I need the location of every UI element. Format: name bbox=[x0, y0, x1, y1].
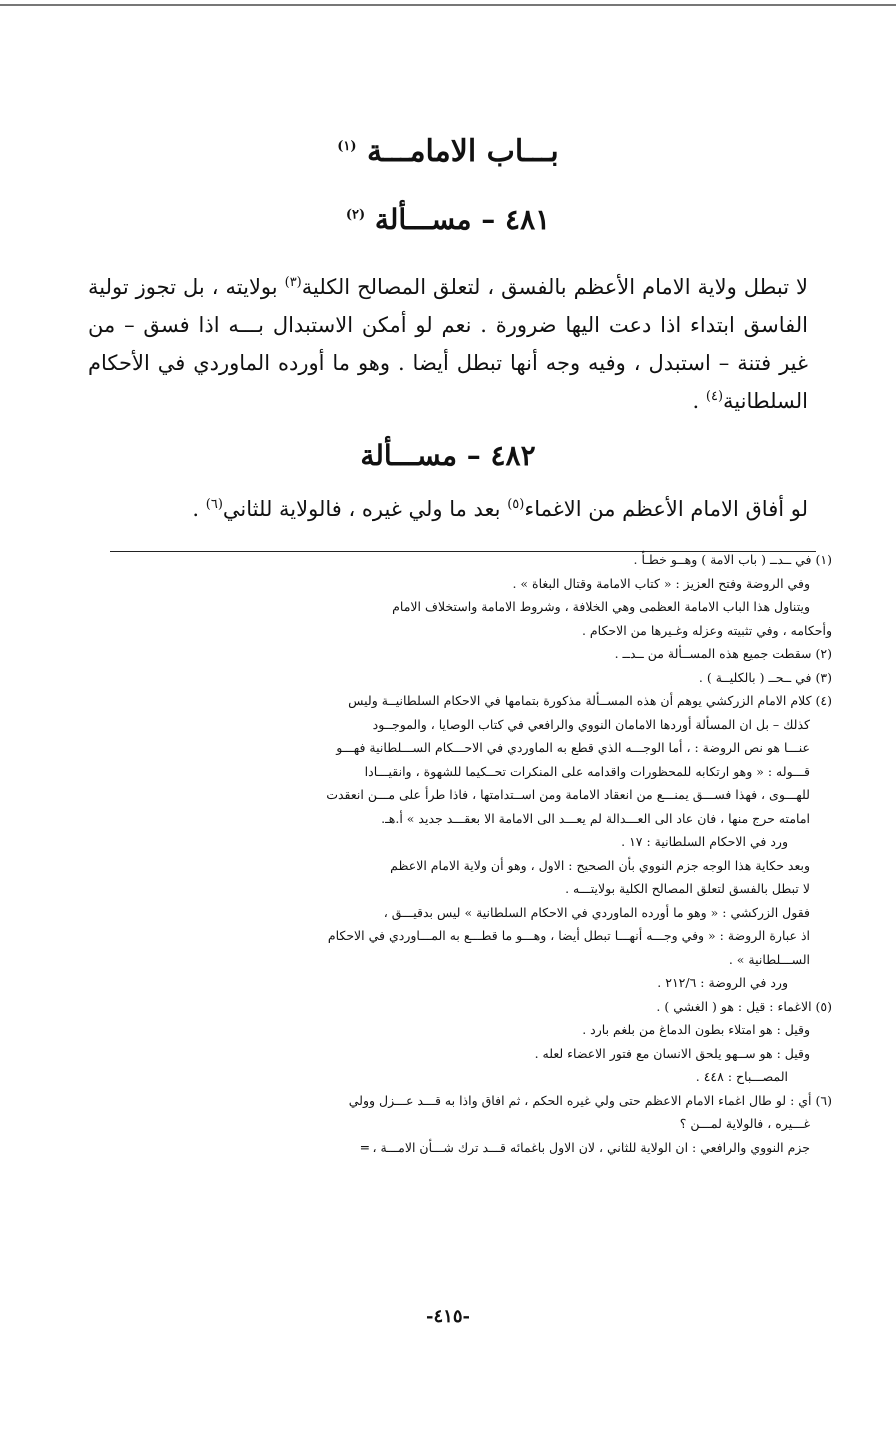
issue-481-note-ref: (٢) bbox=[345, 207, 366, 223]
footnote-line bbox=[112, 783, 832, 807]
footnote-line bbox=[112, 619, 832, 643]
footnote-line bbox=[112, 877, 832, 901]
footnote-line bbox=[112, 548, 832, 572]
footnote-line bbox=[112, 572, 832, 596]
issue-481-text-3: . bbox=[692, 389, 706, 413]
footnote-line-text: للهـــوى ، فهذا فســـق يمنـــع من انعقاد الامامة ومن اســتدامتها ، فاذا طرأ على مـــن انعقدت bbox=[326, 787, 810, 802]
footnote-line-text: المصـــباح : ٤٤٨ . bbox=[695, 1069, 788, 1084]
footnote-line bbox=[112, 713, 832, 737]
note-ref-6: (٦) bbox=[205, 497, 223, 512]
chapter-title bbox=[0, 132, 896, 172]
footnote-line-text: وبعد حكاية هذا الوجه جزم النووي بأن الصحيح : الاول ، وهو أن ولاية الامام الاعظم bbox=[390, 857, 810, 873]
footnote-line bbox=[112, 1112, 832, 1136]
footnote-line bbox=[112, 1042, 832, 1066]
footnote-line bbox=[112, 854, 832, 878]
footnote-line bbox=[112, 807, 832, 831]
footnote-line-text: لا تبطل بالفسق لتعلق المصالح الكلية بولايتـــه . bbox=[565, 881, 810, 896]
footnote-line-text: وقيل : هو ســهو يلحق الانسان مع فتور الاعضاء لعله . bbox=[534, 1045, 810, 1061]
footnote-line-text: فقول الزركشي : « وهو ما أورده الماوردي في الاحكام السلطانية » ليس بدقيـــق ، bbox=[383, 904, 810, 920]
footnote-line-text: (٥) الاغماء : قيل : هو ( الغشي ) . bbox=[656, 998, 832, 1014]
issue-482-title bbox=[0, 436, 896, 476]
footnote-line bbox=[112, 995, 832, 1019]
note-ref-5: (٥) bbox=[507, 497, 525, 512]
footnote-line-text: جزم النووي والرافعي : ان الولاية للثاني ، لان الاول باغمائه قـــد ترك شـــأن الامـــة ، bbox=[372, 1139, 810, 1155]
footnote-line-text: قـــوله : « وهو ارتكابه للمحظورات واقدامه على المنكرات تحــكيما للشهوة ، وانقيـــادا bbox=[364, 763, 810, 779]
footnote-line bbox=[112, 595, 832, 619]
footnote-line-text: ورد في الروضة : ٢١٢/٦ . bbox=[657, 975, 788, 990]
footnote-line-text: ورد في الاحكام السلطانية : ١٧ . bbox=[621, 834, 788, 849]
footnote-line-text: الســـلطانية » . bbox=[728, 951, 810, 967]
footnote-line-text: (٣) في ــحــ ( بالكليــة ) . bbox=[698, 669, 832, 685]
footnote-line-text: وقيل : هو امتلاء بطون الدماغ من بلغم بارد . bbox=[582, 1022, 810, 1037]
footnote-line bbox=[112, 1018, 832, 1042]
footnote-line-text: وفي الروضة وفتح العزيز : « كتاب الامامة وقتال البغاة » . bbox=[512, 575, 810, 591]
footnote-line bbox=[112, 1136, 832, 1160]
footnote-line bbox=[112, 1089, 832, 1113]
footnote-line-text: كذلك – بل ان المسألة أوردها الامامان النووي والرافعي في كتاب الوصايا ، والموجــود bbox=[372, 716, 810, 732]
footnote-line-text: (٤) كلام الامام الزركشي يوهم أن هذه المســألة مذكورة بتمامها في الاحكام السلطانيــة وليس bbox=[348, 693, 832, 708]
footnote-line-text: عنـــا هو نص الروضة : ، أما الوجـــه الذي قطع به الماوردي في الاحـــكام الســـلطانية فهـــو bbox=[336, 740, 810, 755]
issue-481-text-1: لا تبطل ولاية الامام الأعظم بالفسق ، لتعلق المصالح الكلية bbox=[301, 275, 809, 299]
footnote-line bbox=[112, 948, 832, 972]
continuation-mark: ═ bbox=[360, 1139, 369, 1155]
footnote-line bbox=[112, 642, 832, 666]
footnote-line bbox=[112, 666, 832, 690]
footnote-line-text: امامته حرج منها ، فان عاد الى العـــدالة لم يعـــد الى الامامة الا بعقـــد جديد » أ.هـ. bbox=[381, 810, 810, 826]
issue-481-title-text: ٤٨١ – مســـألة bbox=[374, 203, 551, 236]
footnote-line bbox=[112, 760, 832, 784]
footnote-line-text: اذ عبارة الروضة : « وفي وجـــه أنهـــا تبطل أيضا ، وهـــو ما قطـــع به المـــاوردي في الاحكام bbox=[327, 928, 810, 943]
footnote-line bbox=[112, 924, 832, 948]
issue-481-paragraph bbox=[88, 268, 808, 420]
issue-482-paragraph bbox=[88, 490, 808, 528]
footnote-line-text: وأحكامه ، وفي تثبيته وعزله وغـيرها من الاحكام . bbox=[581, 622, 832, 638]
chapter-title-text: بـــاب الامامـــة bbox=[367, 134, 559, 169]
footnote-line-text: ويتناول هذا الباب الامامة العظمى وهي الخلافة ، وشروط الامامة واستخلاف الامام bbox=[392, 599, 810, 614]
footnote-line-text: (٦) أي : لو طال اغماء الامام الاعظم حتى ولي غيره الحكم ، ثم افاق واذا به قـــد عـــزل وولي bbox=[348, 1092, 832, 1108]
issue-481-text-2: بولايته ، بل تجوز تولية الفاسق ابتداء اذا دعت اليها ضرورة . نعم لو أمكن الاستبدال بـــه اذا فسق – من غير فتنة – استبدل ، وفيه وجه أنها تبطل أيضا . وهو ما أورده الماوردي في الأحكام السلطانية bbox=[88, 275, 808, 413]
footnote-line-text: (١) في ــدــ ( باب الامة ) وهــو خطـأ . bbox=[633, 552, 832, 567]
chapter-note-ref: (١) bbox=[337, 139, 357, 154]
issue-482-text-2: بعد ما ولي غيره ، فالولاية للثاني bbox=[222, 497, 508, 521]
footnote-line bbox=[112, 830, 832, 854]
footnotes-block bbox=[112, 548, 832, 1159]
footnote-line-text: غـــيره ، فالولاية لمـــن ؟ bbox=[679, 1116, 810, 1131]
page-number: -٤١٥- bbox=[426, 1306, 470, 1327]
footnote-line-text: (٢) سقطت جميع هذه المســألة من ــدــ . bbox=[614, 646, 832, 661]
footnote-line bbox=[112, 689, 832, 713]
note-ref-3: (٣) bbox=[284, 275, 302, 290]
issue-482-text-1: لو أفاق الامام الأعظم من الاغماء bbox=[524, 497, 808, 521]
footnote-line bbox=[112, 901, 832, 925]
issue-482-title-text: ٤٨٢ – مســـألة bbox=[360, 439, 536, 472]
issue-482-text-3: . bbox=[192, 497, 206, 521]
footnote-line bbox=[112, 971, 832, 995]
footnote-line bbox=[112, 736, 832, 760]
note-ref-4: (٤) bbox=[705, 389, 724, 404]
footnote-line bbox=[112, 1065, 832, 1089]
issue-481-title bbox=[0, 200, 896, 240]
